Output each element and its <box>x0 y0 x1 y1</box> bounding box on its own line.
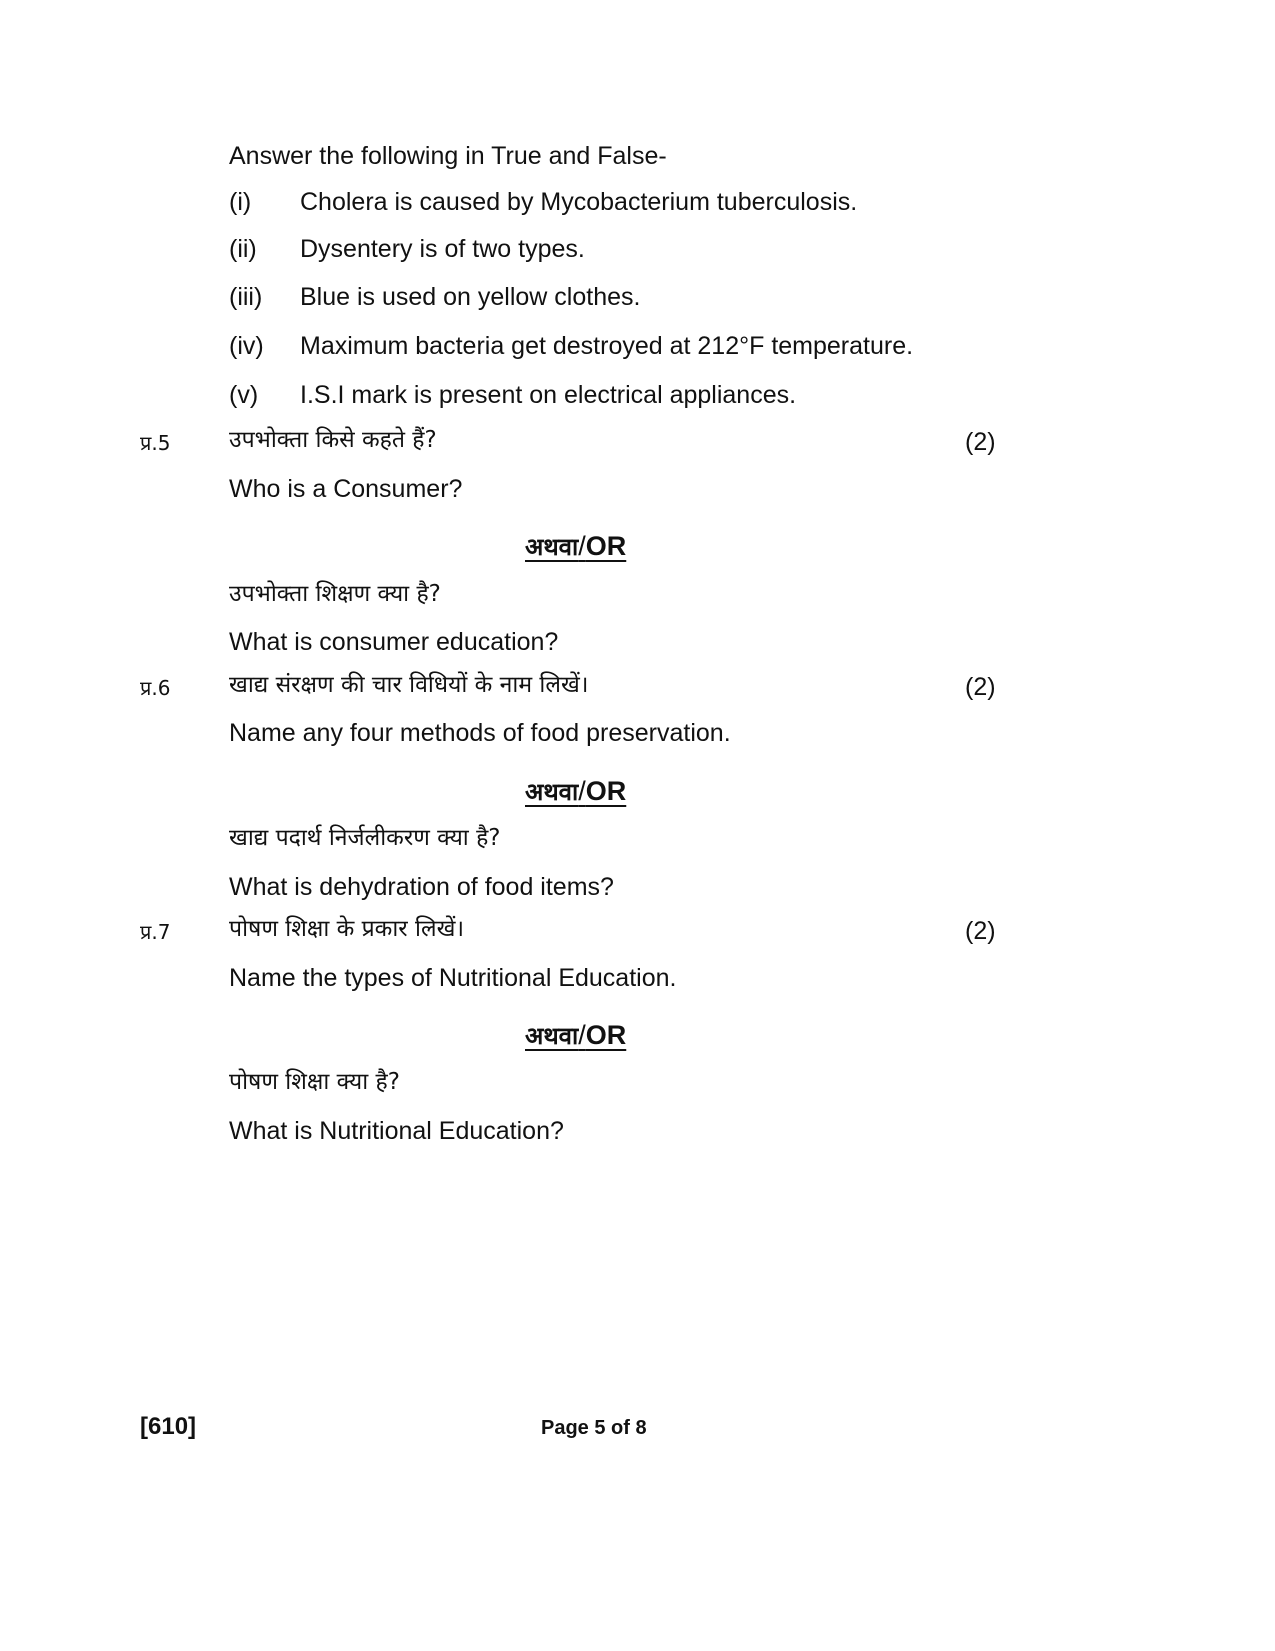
paper-code: [610] <box>140 1413 197 1440</box>
or-english: OR <box>585 531 627 561</box>
question-number: प्र.7 <box>140 920 171 944</box>
alternate-question-hindi: पोषण शिक्षा क्या है? <box>229 1069 400 1095</box>
tf-item-text: Maximum bacteria get destroyed at 212°F temperature. <box>300 332 914 360</box>
alternate-question-english: What is dehydration of food items? <box>229 873 614 901</box>
question-english: Name any four methods of food preservation. <box>229 719 731 747</box>
tf-item-number: (iv) <box>229 332 264 360</box>
or-hindi: अथवा <box>525 778 579 806</box>
question-marks: (2) <box>965 673 996 701</box>
question-hindi: खाद्य संरक्षण की चार विधियों के नाम लिखें। <box>229 672 589 698</box>
question-hindi: पोषण शिक्षा के प्रकार लिखें। <box>229 916 465 942</box>
tf-item-text: Cholera is caused by Mycobacterium tuberculosis. <box>300 188 858 216</box>
tf-item-text: Dysentery is of two types. <box>300 235 585 263</box>
or-separator: / <box>578 1020 586 1050</box>
page-number: Page 5 of 8 <box>541 1417 647 1439</box>
or-separator: / <box>578 531 586 561</box>
or-divider <box>525 1022 626 1049</box>
tf-item-text: Blue is used on yellow clothes. <box>300 283 641 311</box>
tf-item-number: (iii) <box>229 283 263 311</box>
question-number: प्र.5 <box>140 431 171 455</box>
tf-item-text: I.S.I mark is present on electrical appliances. <box>300 381 797 409</box>
or-english: OR <box>585 1020 627 1050</box>
tf-item-number: (v) <box>229 381 259 409</box>
question-english: Who is a Consumer? <box>229 475 463 503</box>
or-divider <box>525 533 626 560</box>
or-hindi: अथवा <box>525 1022 579 1050</box>
question-number: प्र.6 <box>140 676 171 700</box>
alternate-question-hindi: खाद्य पदार्थ निर्जलीकरण क्या है? <box>229 825 501 851</box>
question-hindi: उपभोक्ता किसे कहते हैं? <box>229 427 437 453</box>
tf-item-number: (i) <box>229 188 252 216</box>
alternate-question-english: What is Nutritional Education? <box>229 1117 564 1145</box>
or-hindi: अथवा <box>525 533 579 561</box>
question-marks: (2) <box>965 917 996 945</box>
alternate-question-hindi: उपभोक्ता शिक्षण क्या है? <box>229 581 441 607</box>
tf-instruction: Answer the following in True and False- <box>229 142 667 170</box>
alternate-question-english: What is consumer education? <box>229 628 559 656</box>
question-marks: (2) <box>965 428 996 456</box>
or-english: OR <box>585 776 627 806</box>
or-separator: / <box>578 776 586 806</box>
or-divider <box>525 778 626 805</box>
tf-item-number: (ii) <box>229 235 257 263</box>
question-english: Name the types of Nutritional Education. <box>229 964 677 992</box>
